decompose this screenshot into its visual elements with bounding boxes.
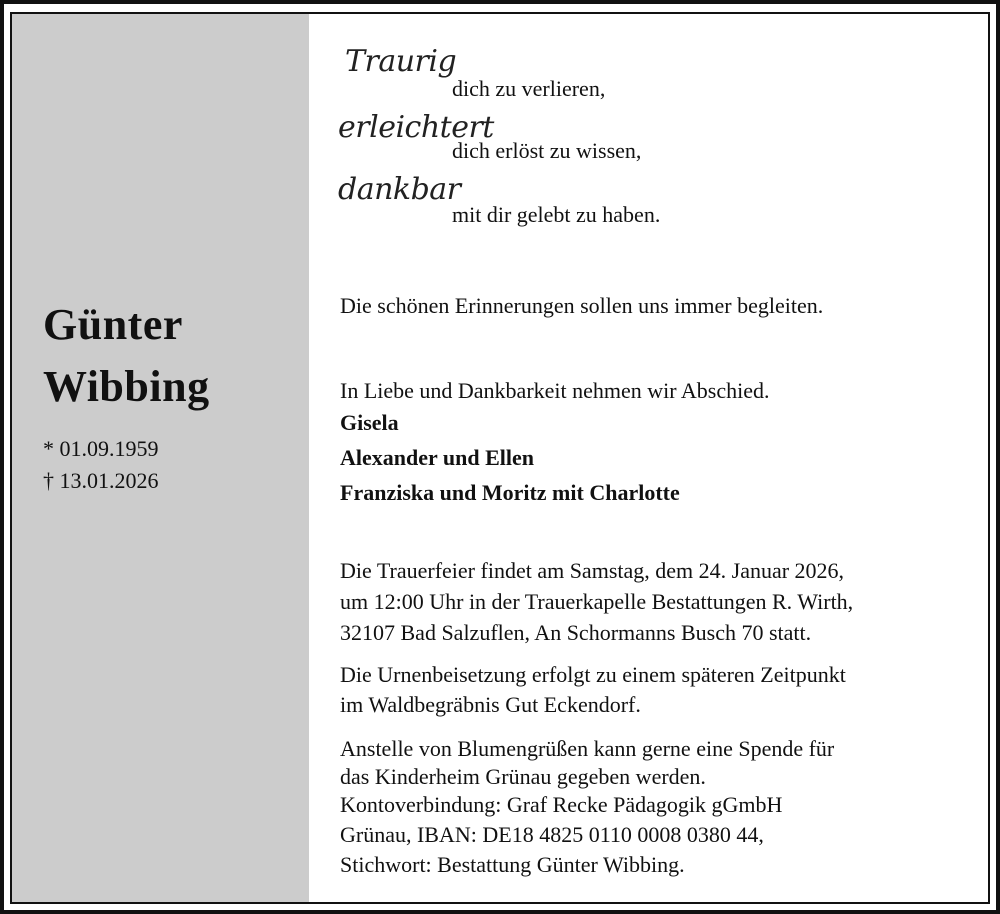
death-date: † 13.01.2026 (43, 468, 159, 493)
last-name: Wibbing (43, 362, 210, 411)
memory-line: Die schönen Erinnerungen sollen uns immer begleiten. (340, 293, 824, 318)
name-panel (12, 14, 309, 902)
donation-line: das Kinderheim Grünau gegeben werden. (340, 764, 706, 789)
first-name: Günter (43, 300, 183, 349)
burial-line: im Waldbegräbnis Gut Eckendorf. (340, 692, 641, 717)
poem-line: dich zu verlieren, (452, 76, 606, 101)
farewell-line: In Liebe und Dankbarkeit nehmen wir Abschied. (340, 378, 770, 403)
donation-line: Kontoverbindung: Graf Recke Pädagogik gGmbH (340, 792, 783, 817)
burial-line: Die Urnenbeisetzung erfolgt zu einem späteren Zeitpunkt (340, 662, 846, 687)
inner-border (10, 12, 990, 904)
birth-date: * 01.09.1959 (43, 436, 159, 461)
ceremony-line: um 12:00 Uhr in der Trauerkapelle Bestattungen R. Wirth, (340, 589, 854, 614)
poem-script-word: Traurig (345, 44, 457, 79)
ceremony-line: Die Trauerfeier findet am Samstag, dem 24. Januar 2026, (340, 558, 845, 583)
mourner-name: Alexander und Ellen (340, 445, 534, 470)
poem-line: dich erlöst zu wissen, (452, 138, 642, 163)
donation-line: Anstelle von Blumengrüßen kann gerne eine Spende für (340, 736, 835, 761)
donation-line: Stichwort: Bestattung Günter Wibbing. (340, 852, 685, 877)
mourner-name: Franziska und Moritz mit Charlotte (340, 480, 680, 505)
poem-line: mit dir gelebt zu haben. (452, 202, 661, 227)
deceased-name (43, 294, 210, 418)
ceremony-line: 32107 Bad Salzuflen, An Schormanns Busch 70 statt. (340, 620, 812, 645)
poem-script-word: dankbar (338, 172, 461, 207)
poem-script-word: erleichtert (338, 110, 494, 145)
donation-line: Grünau, IBAN: DE18 4825 0110 0008 0380 44, (340, 822, 764, 847)
mourner-name: Gisela (340, 410, 399, 435)
